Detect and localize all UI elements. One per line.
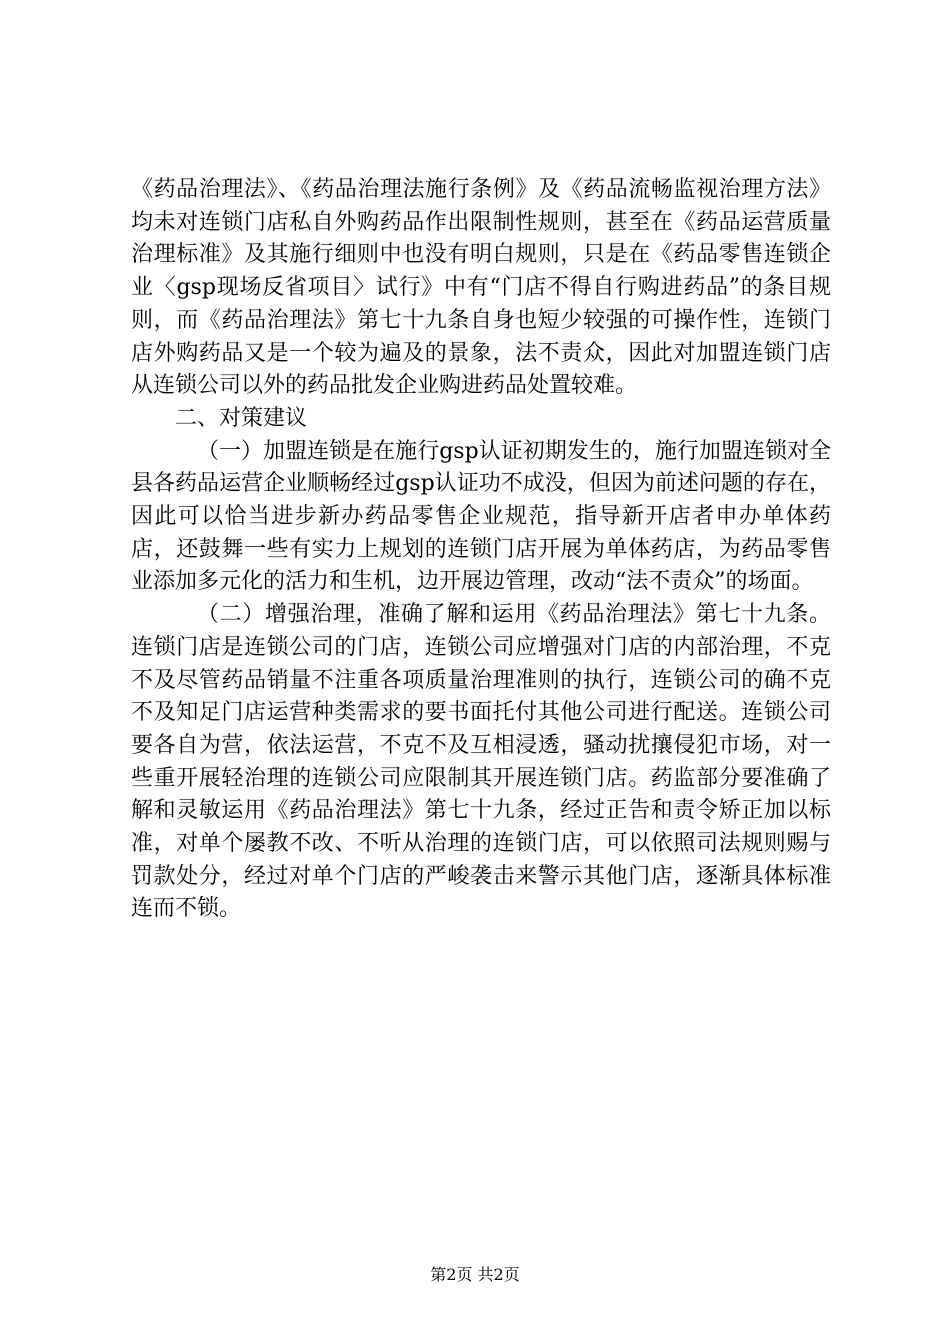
document-body — [131, 174, 831, 926]
paragraph-continuation: 《药品治理法》、《药品治理法施行条例》及《药品流畅监视治理方法》均未对连锁门店私自外购药品作出限制性规则，甚至在《药品运营质量治理标准》及其施行细则中也没有明白规则，只是在《药品零售连锁企业〈gsp现场反省项目〉试行》中有“门店不得自行购进药品”的条目规则，而《药品治理法》第七十九条自身也短少较强的可操作性，连锁门店外购药品又是一个较为遍及的景象，法不责众，因此对加盟连锁门店从连锁公司以外的药品批发企业购进药品处置较难。 — [131, 177, 831, 399]
paragraph-suggestion-1: （一）加盟连锁是在施行gsp认证初期发生的，施行加盟连锁对全县各药品运营企业顺畅经过gsp认证功不成没，但因为前述问题的存在，因此可以恰当进步新办药品零售企业规范，指导新开店者申办单体药店，还鼓舞一些有实力上规划的连锁门店开展为单体药店，为药品零售业添加多元化的活力和生机，边开展边管理，改动“法不责众”的场面。 — [131, 438, 831, 595]
paragraph-suggestion-2: （二）增强治理，准确了解和运用《药品治理法》第七十九条。连锁门店是连锁公司的门店，连锁公司应增强对门店的内部治理，不克不及尽管药品销量不注重各项质量治理准则的执行，连锁公司的确不克不及知足门店运营种类需求的要书面托付其他公司进行配送。连锁公司要各自为营，依法运营，不克不及互相浸透，骚动扰攘侵犯市场，对一些重开展轻治理的连锁公司应限制其开展连锁门店。药监部分要准确了解和灵敏运用《药品治理法》第七十九条，经过正告和责令矫正加以标准，对单个屡教不改、不听从治理的连锁门店，可以依照司法规则赐与罚款处分，经过对单个门店的严峻袭击来警示其他门店，逐渐具体标准连而不锁。 — [131, 602, 831, 922]
page-number-footer: 第2页 共2页 — [430, 1265, 520, 1284]
section-heading: 二、对策建议 — [175, 405, 308, 431]
